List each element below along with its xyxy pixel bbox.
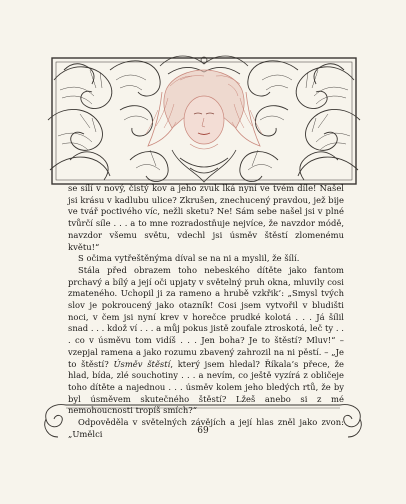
text-run: Odpověděla v světelných závějích a její hlas zněl jako zvon: „Umělci [68,417,344,439]
text-run: Stála před obrazem toho nebeského dítěte jako fantom prchavý a bílý a její oči upjaty v světelný pruh okna, mluvily cosi zmateného. Uchopil ji za rameno a hrubě vzkřik’: „Smysl tvých slov je pokroucený jako otazník! Cosi jsem vytvořil v bludišti noci, v čem jsi nyní krev v horečce prudké kolotá . . . Já šílil snad . . . kdož ví . . . a můj pokus jistě zoufale ztroskotá, leč ty . . . co v úsměvu tom vidíš . . . Jen boha? Je to štěstí? Mluv!“ – vzepjal ramena a jako rozumu zbavený zahrozil na ni pěstí. – „Je to štěstí? [68,264,344,369]
paragraph [68,265,344,417]
art-nouveau-vignette [40,50,368,192]
paragraph [68,183,344,253]
page-number: 69 [197,426,209,436]
flourish-border [36,397,370,443]
ornamental-header-illustration [40,50,368,192]
italic-text-run: Úsměv štěstí [113,358,171,369]
text-run: se sílí v nový, čistý kov a jeho zvuk lká nyní ve tvém díle! Našel jsi krásu v kadlubu ulice? Zkrušen, znechucený pravdou, jež bije ve tvář poctivého víc, nežli sketu? Ne! Sám sebe našel jsi v plné tvůrčí síle . . . a to mne rozradostňuje nejvíce, že navzdor módě, navzdor všemu světu, vdechl jsi úsměv štěstí zlomenému květu!“ [68,183,344,252]
text-run: S očima vytřeštěnýma díval se na ni a myslil, že šílí. [78,253,300,264]
paragraph [68,253,344,265]
text-run: , který jsem hledal? Říkala’s přece, že hlad, bída, zlé souchotiny . . . a nevím, co ještě vyzírá z obličeje toho dítěte a najednou . . . úsměv kolem jeho bledých rtů, že by byl úsměvem skutečného štěstí? Lžeš anebo si z mé nemohoucnosti tropíš smích?“ [68,358,345,416]
woman-portrait-sketch [146,70,262,149]
ornamental-footer-frame [36,397,370,443]
